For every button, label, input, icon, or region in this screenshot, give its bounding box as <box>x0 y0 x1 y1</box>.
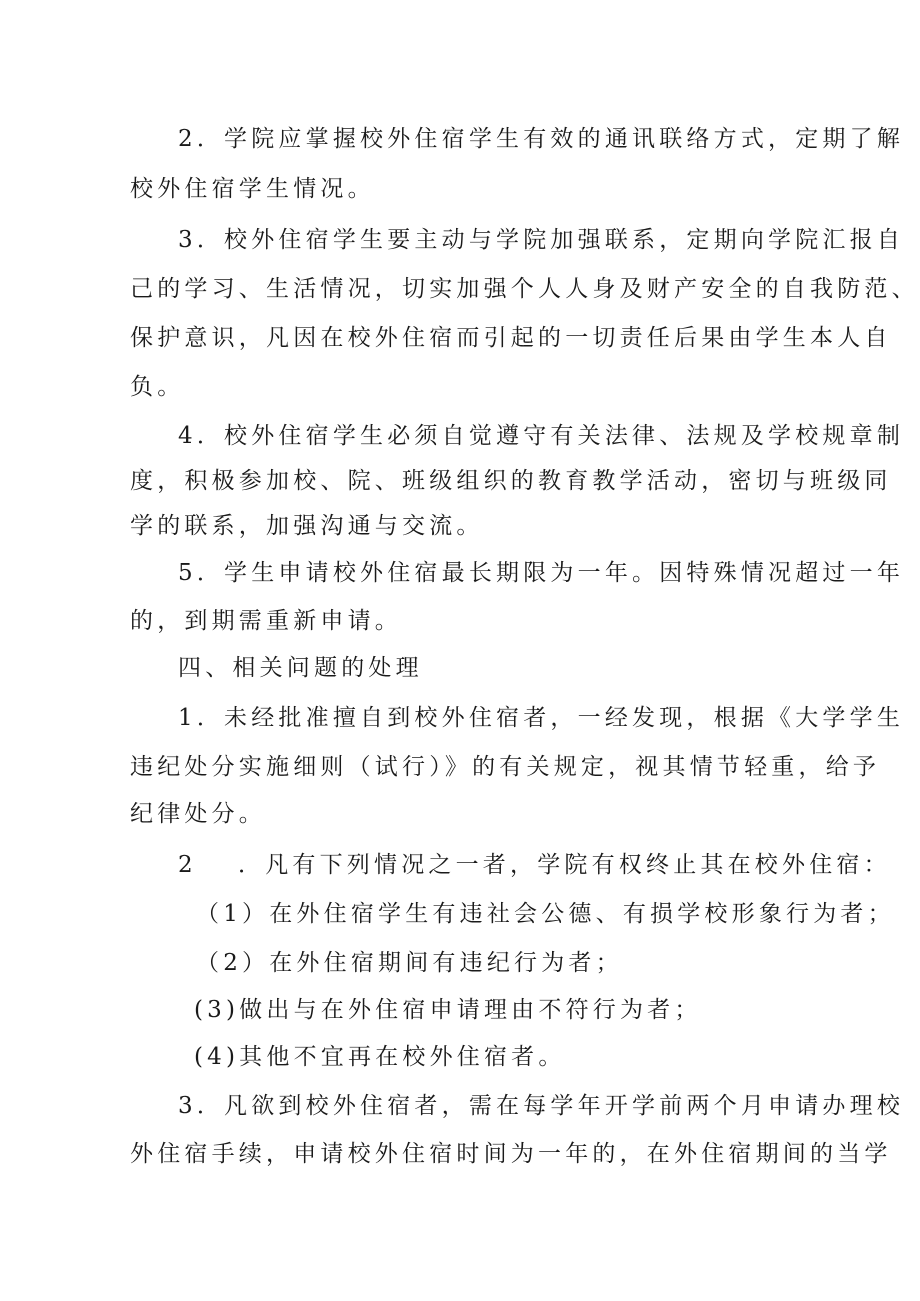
section-4-paragraph-1-line-3: 纪律处分。 <box>130 801 266 827</box>
paragraph-2-line-1: 2．学院应掌握校外住宿学生有效的通讯联络方式，定期了解 <box>178 126 905 152</box>
section-4-paragraph-1-line-1: 1．未经批准擅自到校外住宿者，一经发现，根据《大学学生 <box>178 705 905 731</box>
section-4-paragraph-3-line-1: 3．凡欲到校外住宿者，需在每学年开学前两个月申请办理校 <box>178 1093 905 1119</box>
paragraph-3-line-1: 3．校外住宿学生要主动与学院加强联系，定期向学院汇报自 <box>178 227 905 253</box>
list-item-3: (3)做出与在外住宿申请理由不符行为者； <box>194 997 702 1023</box>
paragraph-4-line-3: 学的联系，加强沟通与交流。 <box>130 513 484 539</box>
section-heading: 四、相关问题的处理 <box>178 655 423 681</box>
section-4-paragraph-1-line-2: 违纪处分实施细则（试行）》的有关规定，视其情节轻重，给予 <box>130 754 881 780</box>
section-4-paragraph-2-number: 2 <box>178 852 197 878</box>
paragraph-4-line-1: 4．校外住宿学生必须自觉遵守有关法律、法规及学校规章制 <box>178 423 905 449</box>
list-item-1: （1）在外住宿学生有违社会公德、有损学校形象行为者； <box>196 901 895 927</box>
paragraph-3-line-2: 己的学习、生活情况，切实加强个人人身及财产安全的自我防范、 <box>130 276 919 302</box>
section-4-paragraph-2-text: ．凡有下列情况之一者，学院有权终止其在校外住宿： <box>238 852 891 878</box>
paragraph-4-line-2: 度，积极参加校、院、班级组织的教育教学活动，密切与班级同 <box>130 468 892 494</box>
paragraph-3-line-4: 负。 <box>130 374 185 400</box>
paragraph-5-line-2: 的，到期需重新申请。 <box>130 608 402 634</box>
list-item-2: （2）在外住宿期间有违纪行为者； <box>196 950 623 976</box>
paragraph-3-line-3: 保护意识，凡因在校外住宿而引起的一切责任后果由学生本人自 <box>130 325 892 351</box>
section-4-paragraph-3-line-2: 外住宿手续，申请校外住宿时间为一年的，在外住宿期间的当学 <box>130 1141 892 1167</box>
paragraph-2-line-2: 校外住宿学生情况。 <box>130 176 375 202</box>
paragraph-5-line-1: 5．学生申请校外住宿最长期限为一年。因特殊情况超过一年 <box>178 560 905 586</box>
list-item-4: (4)其他不宜再在校外住宿者。 <box>194 1044 566 1070</box>
